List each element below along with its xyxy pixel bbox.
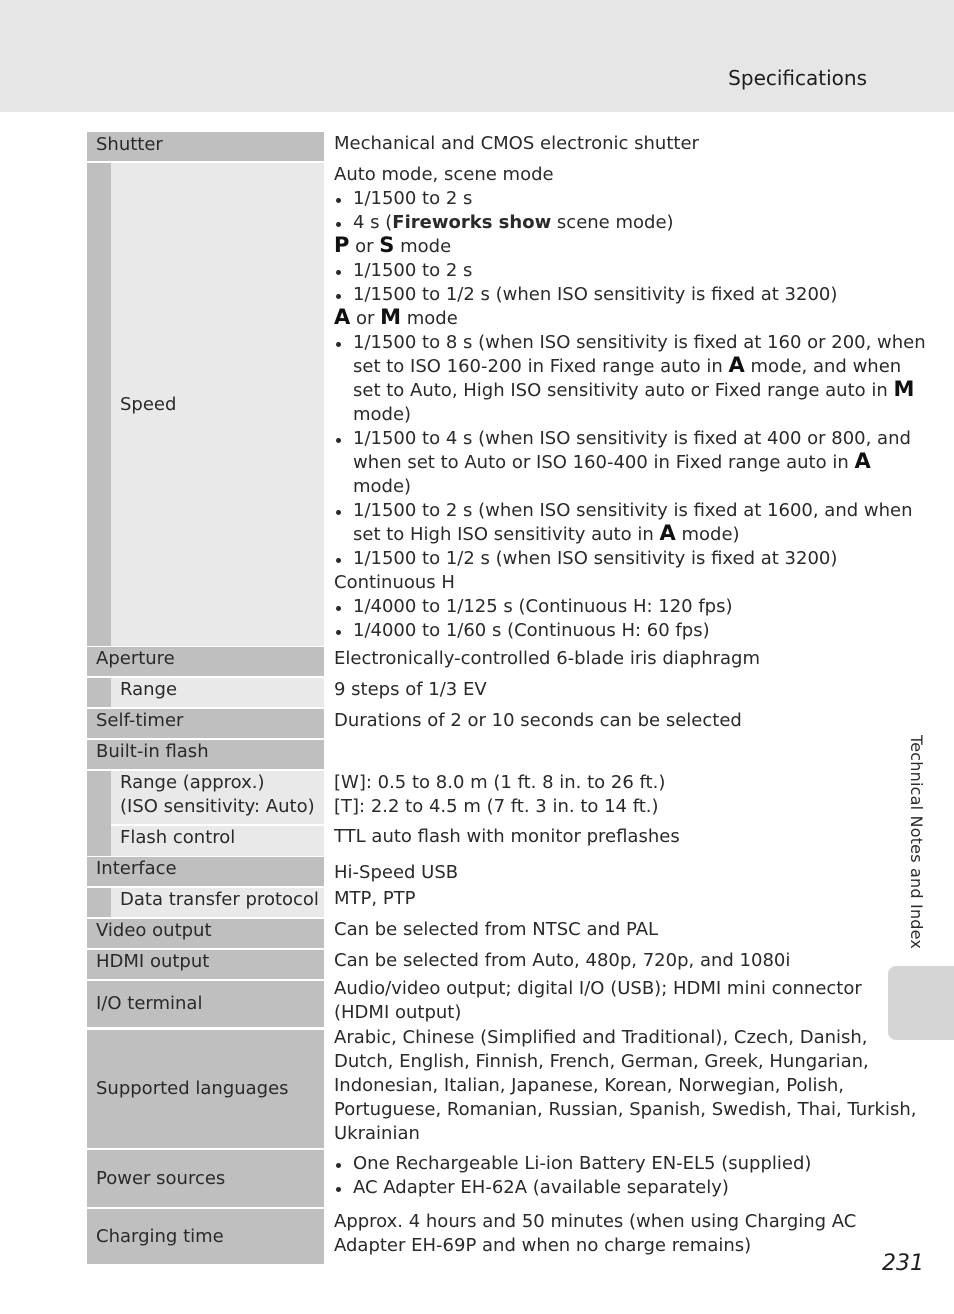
label-hdmi-output: HDMI output [87, 950, 324, 979]
label-supported-languages [87, 1030, 324, 1148]
indent-strip-range [87, 678, 111, 707]
value-flash-range [334, 771, 874, 819]
speed-ps-heading [334, 235, 874, 259]
value-video-output [334, 918, 874, 942]
speed-am-bullet-1-cont [334, 353, 902, 379]
indent-strip-data-transfer [87, 888, 111, 917]
value-data-transfer-text: MTP, PTP [334, 888, 416, 909]
mode-m-icon: M [893, 377, 915, 401]
value-languages-line-2: Dutch, English, Finnish, French, German, Greek, Hungarian, [334, 1051, 869, 1072]
mode-a-icon: A [334, 305, 351, 329]
text: mode) [675, 524, 740, 545]
speed-continuous-bullet-1: 1/4000 to 1/125 s (Continuous H: 120 fps) [334, 595, 874, 619]
text: or [349, 236, 380, 257]
label-io-terminal [87, 981, 324, 1027]
mode-a-icon: A [728, 353, 745, 377]
speed-am-bullet-3: 1/1500 to 2 s (when ISO sensitivity is fixed at 1600, and when [334, 499, 874, 523]
label-power-sources [87, 1150, 324, 1207]
speed-am-bullet-2: 1/1500 to 4 s (when ISO sensitivity is fixed at 400 or 800, and [334, 427, 874, 451]
text: when set to Auto or ISO 160-400 in Fixed range auto in [353, 452, 855, 473]
text: scene mode) [551, 212, 674, 233]
label-shutter: Shutter [87, 132, 324, 161]
value-io-terminal-line-2: (HDMI output) [334, 1002, 462, 1023]
side-section-label: Technical Notes and Index [907, 735, 926, 950]
mode-a-icon: A [854, 449, 871, 473]
speed-auto-heading: Auto mode, scene mode [334, 164, 554, 185]
value-languages-line-3: Indonesian, Italian, Japanese, Korean, Norwegian, Polish, [334, 1075, 844, 1096]
label-speed [111, 163, 324, 646]
value-charging-line-1: Approx. 4 hours and 50 minutes (when using Charging AC [334, 1211, 857, 1232]
label-video-output: Video output [87, 919, 324, 948]
value-shutter [334, 132, 874, 156]
value-charging-time [334, 1210, 874, 1258]
text: mode [394, 236, 452, 257]
label-aperture: Aperture [87, 647, 324, 676]
label-power-sources-text: Power sources [96, 1167, 226, 1189]
value-languages-line-4: Portuguese, Romanian, Russian, Spanish, Swedish, Thai, Turkish, [334, 1099, 917, 1120]
label-supported-languages-text: Supported languages [96, 1078, 289, 1099]
label-flash-control: Flash control [111, 826, 324, 856]
value-aperture [334, 647, 874, 671]
mode-s-icon: S [379, 233, 395, 257]
value-flash-range-wide: [W]: 0.5 to 8.0 m (1 ft. 8 in. to 26 ft.) [334, 772, 666, 793]
speed-am-bullet-4: 1/1500 to 1/2 s (when ISO sensitivity is fixed at 3200) [334, 547, 874, 571]
text: mode [401, 308, 458, 329]
text: mode, and when [744, 356, 902, 377]
value-io-terminal [334, 977, 874, 1025]
value-shutter-text: Mechanical and CMOS electronic shutter [334, 133, 699, 154]
side-tab-marker [888, 966, 954, 1040]
value-video-output-text: Can be selected from NTSC and PAL [334, 919, 659, 940]
value-aperture-text: Electronically-controlled 6-blade iris diaphragm [334, 648, 761, 669]
value-charging-line-2: Adapter EH-69P and when no charge remains) [334, 1235, 752, 1256]
value-flash-control-text: TTL auto flash with monitor preflashes [334, 826, 680, 847]
speed-ps-bullet-2: 1/1500 to 1/2 s (when ISO sensitivity is fixed at 3200) [334, 283, 874, 307]
label-charging-time-text: Charging time [96, 1225, 224, 1247]
label-self-timer: Self-timer [87, 709, 324, 738]
speed-continuous-bullet-2: 1/4000 to 1/60 s (Continuous H: 60 fps) [334, 619, 874, 643]
label-flash-range [111, 771, 324, 824]
page-header [0, 0, 954, 112]
section-title: Specifications [728, 66, 867, 90]
speed-continuous-heading: Continuous H [334, 572, 455, 593]
value-speed [334, 163, 926, 643]
label-speed-text: Speed [120, 393, 177, 415]
text: 4 s ( [353, 212, 393, 233]
speed-am-bullet-2-cont: mode) [353, 476, 412, 497]
label-flash-range-line-2: (ISO sensitivity: Auto) [120, 796, 315, 817]
value-self-timer [334, 709, 874, 733]
value-hdmi-output-text: Can be selected from Auto, 480p, 720p, and 1080i [334, 950, 791, 971]
page-number: 231 [882, 1251, 924, 1276]
speed-am-heading [334, 307, 874, 331]
indent-strip-speed [87, 163, 111, 646]
speed-auto-bullet-1: 1/1500 to 2 s [334, 187, 874, 211]
value-io-terminal-line-1: Audio/video output; digital I/O (USB); HDMI mini connector [334, 978, 862, 999]
value-self-timer-text: Durations of 2 or 10 seconds can be selected [334, 710, 742, 731]
value-range-text: 9 steps of 1/3 EV [334, 679, 487, 700]
label-interface: Interface [87, 857, 324, 886]
mode-p-icon: P [334, 233, 350, 257]
mode-a-icon: A [659, 521, 676, 545]
value-languages-line-1: Arabic, Chinese (Simplified and Traditional), Czech, Danish, [334, 1027, 868, 1048]
value-interface-text: Hi-Speed USB [334, 862, 459, 883]
value-data-transfer-protocol [334, 887, 874, 911]
label-range: Range [111, 678, 324, 707]
power-bullet-2: AC Adapter EH-62A (available separately) [334, 1176, 874, 1200]
value-power-sources [334, 1152, 874, 1200]
value-languages-line-5: Ukrainian [334, 1123, 420, 1144]
label-flash-range-line-1: Range (approx.) [120, 772, 265, 793]
value-hdmi-output [334, 949, 874, 973]
speed-am-bullet-1-cont: mode) [353, 404, 412, 425]
text: set to ISO 160-200 in Fixed range auto in [353, 356, 729, 377]
label-data-transfer-protocol: Data transfer protocol [111, 888, 324, 917]
text: set to High ISO sensitivity auto in [353, 524, 660, 545]
value-supported-languages [334, 1026, 917, 1146]
mode-m-icon: M [380, 305, 402, 329]
text: or [350, 308, 381, 329]
speed-am-bullet-1-cont [334, 377, 915, 403]
value-range [334, 678, 874, 702]
speed-am-bullet-2-cont [334, 451, 874, 475]
value-flash-control [334, 825, 874, 849]
speed-ps-bullet-1: 1/1500 to 2 s [334, 259, 874, 283]
fireworks-show-label: Fireworks show [392, 212, 552, 233]
speed-auto-bullet-2 [334, 211, 874, 235]
indent-strip-flash [87, 771, 111, 856]
value-interface [334, 861, 874, 885]
label-charging-time [87, 1209, 324, 1264]
value-flash-range-tele: [T]: 2.2 to 4.5 m (7 ft. 3 in. to 14 ft.) [334, 796, 659, 817]
label-built-in-flash: Built-in flash [87, 740, 324, 769]
speed-am-bullet-1: 1/1500 to 8 s (when ISO sensitivity is fixed at 160 or 200, when [334, 331, 874, 355]
label-io-terminal-text: I/O terminal [96, 993, 203, 1014]
text: set to Auto, High ISO sensitivity auto or Fixed range auto in [353, 380, 894, 401]
speed-am-bullet-3-cont [334, 523, 874, 547]
power-bullet-1: One Rechargeable Li-ion Battery EN-EL5 (supplied) [334, 1152, 874, 1176]
